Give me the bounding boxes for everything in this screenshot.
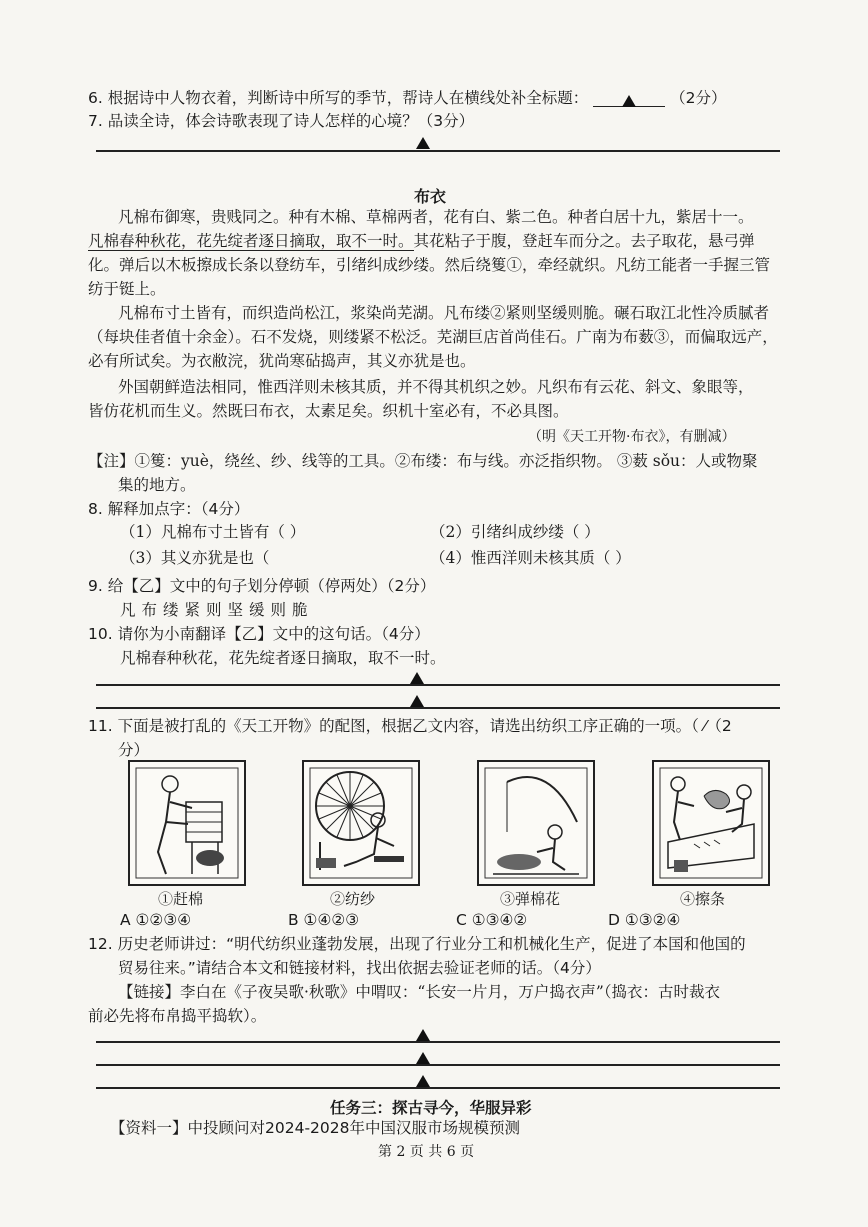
q11-score-cont: 分） xyxy=(118,741,150,759)
q6-text: 6. 根据诗中人物衣着，判断诗中所写的季节，帮诗人在横线处补全标题： xyxy=(88,89,589,107)
option-a[interactable]: A ①②③④ xyxy=(120,911,192,929)
question-10: 10. 请你为小南翻译【乙】文中的这句话。（4分） xyxy=(88,625,430,643)
material-1: 【资料一】中投顾问对2024-2028年中国汉服市场规模预测 xyxy=(110,1119,520,1137)
q12-link: 【链接】李白在《子夜吴歌·秋歌》中喟叹：“长安一片月，万户捣衣声”（捣衣：古时裁衣 xyxy=(118,983,721,1001)
answer-line[interactable] xyxy=(96,1087,780,1089)
q6-score: （2分） xyxy=(670,89,727,107)
illustration-cataio xyxy=(652,760,770,886)
question-12-cont: 贸易往来。”请结合本文和链接材料，找出依据去验证老师的话。（4分） xyxy=(118,959,601,977)
answer-line[interactable] xyxy=(96,1041,780,1043)
q6-answer-blank[interactable] xyxy=(593,90,665,107)
passage-line: 凡棉布御寒，贵贱同之。种有木棉、草棉两者，花有白、紫二色。种者白居十九，紫居十一。 xyxy=(118,208,754,226)
passage-line: 化。弹后以木板擦成长条以登纺车，引绪纠成纱缕。然后绕篗①，牵经就织。凡纺工能者一手握三管 xyxy=(88,256,771,274)
passage-line: （每块佳者值十余金）。石不发烧，则缕紧不松泛。芜湖巨店首尚佳石。广南为布薮③，而偏取远产， xyxy=(88,328,778,346)
question-8: 8. 解释加点字：（4分） xyxy=(88,500,250,518)
illustration-ganmian xyxy=(128,760,246,886)
answer-line[interactable] xyxy=(96,1064,780,1066)
caption-4: ④擦条 xyxy=(680,890,726,908)
answer-triangle-icon xyxy=(416,1075,430,1087)
q10-sentence: 凡棉春种秋花，花先绽者逐日摘取，取不一时。 xyxy=(120,649,446,667)
passage-note: 集的地方。 xyxy=(118,476,196,494)
answer-line[interactable] xyxy=(96,707,780,709)
passage-note: 【注】①篗：yuè，绕丝、纱、线等的工具。②布缕：布与线。亦泛指织物。 ③薮 sǒu：人或物聚 xyxy=(88,452,758,470)
answer-line[interactable] xyxy=(96,684,780,686)
illustration-tanmianhua xyxy=(477,760,595,886)
illustration-fangsha xyxy=(302,760,420,886)
answer-triangle-icon xyxy=(416,1052,430,1064)
q11-answer-mark[interactable]: ⁄ xyxy=(698,717,707,735)
q8-item-4[interactable]: （4）惟西洋则未核其质（ ） xyxy=(430,549,631,567)
answer-triangle-icon xyxy=(416,1029,430,1041)
passage-text: 其花粘子于腹，登赶车而分之。去子取花，悬弓弹 xyxy=(413,232,755,250)
q11-score: （2 xyxy=(706,717,732,735)
caption-2: ②纺纱 xyxy=(330,890,376,908)
question-12: 12. 历史老师讲过：“明代纺织业蓬勃发展，出现了行业分工和机械化生产，促进了本国和他国的 xyxy=(88,935,746,953)
passage-source: （明《天工开物·布衣》，有删减） xyxy=(528,429,736,445)
q9-sentence[interactable]: 凡布缕紧则坚缓则脆 xyxy=(120,601,314,619)
option-c[interactable]: C ①③④② xyxy=(456,911,528,929)
q8-item-1[interactable]: （1）凡棉布寸土皆有（ ） xyxy=(120,523,306,541)
page-number: 第 2 页 共 6 页 xyxy=(378,1144,475,1160)
option-b[interactable]: B ①④②③ xyxy=(288,911,360,929)
passage-line: 皆仿花机而生义。然既曰布衣，太素足矣。织机十室必有，不必具图。 xyxy=(88,402,569,420)
q8-item-2[interactable]: （2）引绪纠成纱缕（ ） xyxy=(430,523,600,541)
passage-line: 纺于铤上。 xyxy=(88,280,166,298)
q8-item-3[interactable]: （3）其义亦犹是也（ xyxy=(120,549,270,567)
passage-line: 必有所试矣。为衣敝浣，犹尚寒砧捣声，其义亦犹是也。 xyxy=(88,352,476,370)
passage-line: 外国朝鲜造法相同，惟西洋则未核其质，并不得其机织之妙。凡织布有云花、斜文、象眼等， xyxy=(118,378,754,396)
passage-title: 布衣 xyxy=(414,187,447,206)
caption-1: ①赶棉 xyxy=(158,890,204,908)
q11-text: 11. 下面是被打乱的《天工开物》的配图，根据乙文内容，请选出纺织工序正确的一项。（ xyxy=(88,717,699,735)
question-9: 9. 给【乙】文中的句子划分停顿（停两处）（2分） xyxy=(88,577,436,595)
question-11 xyxy=(88,716,732,736)
answer-triangle-icon xyxy=(622,95,636,107)
task3-title: 任务三：探古寻今，华服异彩 xyxy=(330,1099,532,1117)
underlined-sentence: 凡棉春种秋花，花先绽者逐日摘取，取不一时。 xyxy=(88,232,414,250)
answer-line[interactable] xyxy=(96,150,780,152)
q12-link-cont: 前必先将布帛捣平捣软）。 xyxy=(88,1007,267,1025)
passage-line: 凡棉布寸土皆有，而织造尚松江，浆染尚芜湖。凡布缕②紧则坚缓则脆。碾石取江北性冷质腻者 xyxy=(118,304,770,322)
question-7: 7. 品读全诗，体会诗歌表现了诗人怎样的心境？（3分） xyxy=(88,112,475,130)
answer-triangle-icon xyxy=(410,672,424,684)
option-d[interactable]: D ①③②④ xyxy=(608,911,681,929)
passage-line xyxy=(88,231,755,251)
question-6 xyxy=(88,88,726,108)
answer-triangle-icon xyxy=(416,137,430,149)
answer-triangle-icon xyxy=(410,695,424,707)
caption-3: ③弹棉花 xyxy=(500,890,561,908)
